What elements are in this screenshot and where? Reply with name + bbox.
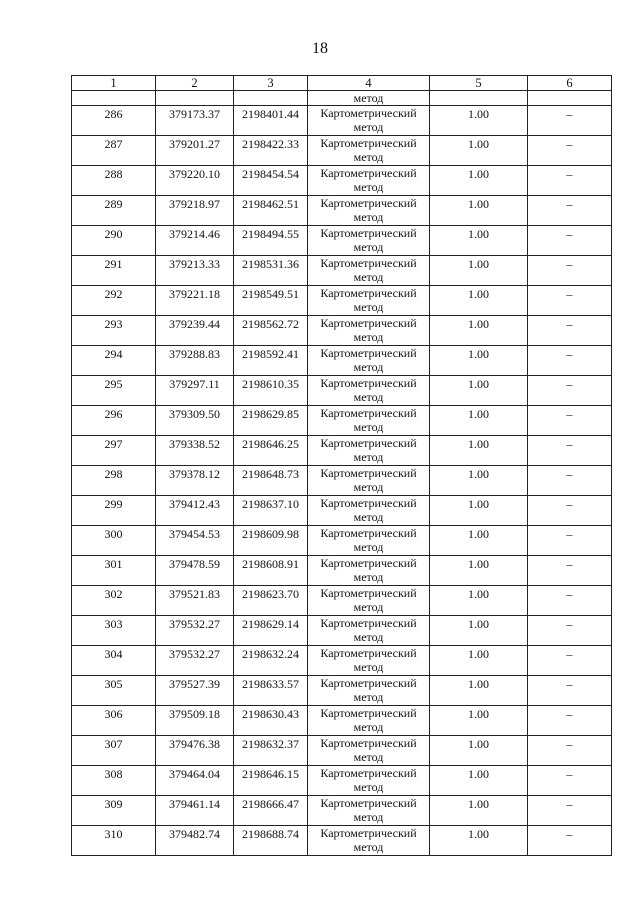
note-cell: – <box>528 826 612 856</box>
point-number-cell: 305 <box>72 676 156 706</box>
method-line-2: метод <box>353 450 384 464</box>
note-cell: – <box>528 406 612 436</box>
y-coordinate-cell: 2198646.15 <box>234 766 308 796</box>
method-line-1: Картометрический <box>320 286 417 300</box>
x-coordinate-cell: 379297.11 <box>156 376 234 406</box>
table-row <box>72 466 612 496</box>
y-coordinate-cell: 2198422.33 <box>234 136 308 166</box>
table-row <box>72 166 612 196</box>
method-cell <box>308 736 430 766</box>
table-row <box>72 376 612 406</box>
note-cell: – <box>528 466 612 496</box>
y-coordinate-cell: 2198648.73 <box>234 466 308 496</box>
y-coordinate-cell: 2198454.54 <box>234 166 308 196</box>
accuracy-cell: 1.00 <box>430 466 528 496</box>
table-row <box>72 256 612 286</box>
method-line-2: метод <box>353 120 384 134</box>
method-line-1: Картометрический <box>320 346 417 360</box>
y-coordinate-cell: 2198646.25 <box>234 436 308 466</box>
method-line-1: Картометрический <box>320 196 417 210</box>
method-cell <box>308 616 430 646</box>
accuracy-cell: 1.00 <box>430 256 528 286</box>
point-number-cell: 287 <box>72 136 156 166</box>
point-number-cell: 306 <box>72 706 156 736</box>
method-line-1: Картометрический <box>320 166 417 180</box>
cell <box>430 91 528 106</box>
note-cell: – <box>528 196 612 226</box>
accuracy-cell: 1.00 <box>430 706 528 736</box>
method-line-2: метод <box>353 360 384 374</box>
accuracy-cell: 1.00 <box>430 196 528 226</box>
method-line-2: метод <box>353 150 384 164</box>
table-row <box>72 226 612 256</box>
method-cell <box>308 136 430 166</box>
method-cell <box>308 436 430 466</box>
x-coordinate-cell: 379482.74 <box>156 826 234 856</box>
method-line-1: Картометрический <box>320 736 417 750</box>
method-line-2: метод <box>353 240 384 254</box>
note-cell: – <box>528 316 612 346</box>
table-row <box>72 526 612 556</box>
method-cell <box>308 106 430 136</box>
x-coordinate-cell: 379454.53 <box>156 526 234 556</box>
y-coordinate-cell: 2198633.57 <box>234 676 308 706</box>
note-cell: – <box>528 556 612 586</box>
method-line-2: метод <box>353 300 384 314</box>
method-cell <box>308 766 430 796</box>
method-cell <box>308 496 430 526</box>
y-coordinate-cell: 2198688.74 <box>234 826 308 856</box>
method-line-1: Картометрический <box>320 586 417 600</box>
method-line-2: метод <box>353 750 384 764</box>
x-coordinate-cell: 379532.27 <box>156 646 234 676</box>
table-row <box>72 316 612 346</box>
note-cell: – <box>528 646 612 676</box>
accuracy-cell: 1.00 <box>430 796 528 826</box>
accuracy-cell: 1.00 <box>430 556 528 586</box>
y-coordinate-cell: 2198666.47 <box>234 796 308 826</box>
y-coordinate-cell: 2198592.41 <box>234 346 308 376</box>
method-cell <box>308 526 430 556</box>
accuracy-cell: 1.00 <box>430 736 528 766</box>
note-cell: – <box>528 136 612 166</box>
note-cell: – <box>528 616 612 646</box>
accuracy-cell: 1.00 <box>430 496 528 526</box>
table-row <box>72 346 612 376</box>
table-row <box>72 106 612 136</box>
point-number-cell: 301 <box>72 556 156 586</box>
cell <box>234 91 308 106</box>
method-line-2: метод <box>353 570 384 584</box>
method-cell <box>308 196 430 226</box>
method-cell <box>308 676 430 706</box>
accuracy-cell: 1.00 <box>430 586 528 616</box>
header-col-2: 2 <box>156 76 234 91</box>
method-line-2: метод <box>353 810 384 824</box>
point-number-cell: 297 <box>72 436 156 466</box>
method-cell <box>308 646 430 676</box>
point-number-cell: 309 <box>72 796 156 826</box>
point-number-cell: 299 <box>72 496 156 526</box>
header-col-6: 6 <box>528 76 612 91</box>
table-row <box>72 436 612 466</box>
cell <box>156 91 234 106</box>
method-line-2: метод <box>353 210 384 224</box>
note-cell: – <box>528 736 612 766</box>
header-col-5: 5 <box>430 76 528 91</box>
accuracy-cell: 1.00 <box>430 136 528 166</box>
method-line-1: Картометрический <box>320 256 417 270</box>
x-coordinate-cell: 379412.43 <box>156 496 234 526</box>
method-cell <box>308 286 430 316</box>
method-cell <box>308 826 430 856</box>
cell <box>528 91 612 106</box>
accuracy-cell: 1.00 <box>430 616 528 646</box>
x-coordinate-cell: 379221.18 <box>156 286 234 316</box>
x-coordinate-cell: 379478.59 <box>156 556 234 586</box>
page-number: 18 <box>312 40 328 57</box>
x-coordinate-cell: 379218.97 <box>156 196 234 226</box>
table-row <box>72 196 612 226</box>
y-coordinate-cell: 2198629.14 <box>234 616 308 646</box>
method-line-2: метод <box>353 630 384 644</box>
x-coordinate-cell: 379214.46 <box>156 226 234 256</box>
note-cell: – <box>528 256 612 286</box>
accuracy-cell: 1.00 <box>430 166 528 196</box>
x-coordinate-cell: 379309.50 <box>156 406 234 436</box>
x-coordinate-cell: 379461.14 <box>156 796 234 826</box>
point-number-cell: 296 <box>72 406 156 436</box>
point-number-cell: 304 <box>72 646 156 676</box>
note-cell: – <box>528 166 612 196</box>
header-col-3: 3 <box>234 76 308 91</box>
method-line-1: Картометрический <box>320 316 417 330</box>
method-line-1: Картометрический <box>320 436 417 450</box>
note-cell: – <box>528 796 612 826</box>
method-cell <box>308 556 430 586</box>
table-header <box>72 76 612 91</box>
y-coordinate-cell: 2198549.51 <box>234 286 308 316</box>
method-line-2: метод <box>353 540 384 554</box>
y-coordinate-cell: 2198629.85 <box>234 406 308 436</box>
method-cell: метод <box>308 91 430 106</box>
x-coordinate-cell: 379476.38 <box>156 736 234 766</box>
note-cell: – <box>528 706 612 736</box>
y-coordinate-cell: 2198562.72 <box>234 316 308 346</box>
point-number-cell: 298 <box>72 466 156 496</box>
method-cell <box>308 226 430 256</box>
note-cell: – <box>528 346 612 376</box>
method-line-1: Картометрический <box>320 376 417 390</box>
method-cell <box>308 316 430 346</box>
method-line-1: Картометрический <box>320 136 417 150</box>
method-line-1: Картометрический <box>320 676 417 690</box>
note-cell: – <box>528 376 612 406</box>
method-line-1: Картометрический <box>320 466 417 480</box>
x-coordinate-cell: 379201.27 <box>156 136 234 166</box>
x-coordinate-cell: 379288.83 <box>156 346 234 376</box>
accuracy-cell: 1.00 <box>430 436 528 466</box>
note-cell: – <box>528 226 612 256</box>
point-number-cell: 289 <box>72 196 156 226</box>
method-line-1: Картометрический <box>320 706 417 720</box>
accuracy-cell: 1.00 <box>430 646 528 676</box>
point-number-cell: 288 <box>72 166 156 196</box>
note-cell: – <box>528 526 612 556</box>
method-line-1: Картометрический <box>320 106 417 120</box>
table-row <box>72 676 612 706</box>
accuracy-cell: 1.00 <box>430 766 528 796</box>
method-line-2: метод <box>353 690 384 704</box>
cell <box>72 91 156 106</box>
method-line-2: метод <box>353 390 384 404</box>
y-coordinate-cell: 2198632.37 <box>234 736 308 766</box>
accuracy-cell: 1.00 <box>430 346 528 376</box>
method-line-2: метод <box>353 510 384 524</box>
note-cell: – <box>528 766 612 796</box>
y-coordinate-cell: 2198637.10 <box>234 496 308 526</box>
y-coordinate-cell: 2198632.24 <box>234 646 308 676</box>
method-cell <box>308 406 430 436</box>
method-cell <box>308 796 430 826</box>
method-cell <box>308 166 430 196</box>
point-number-cell: 310 <box>72 826 156 856</box>
accuracy-cell: 1.00 <box>430 826 528 856</box>
method-line-2: метод <box>353 780 384 794</box>
x-coordinate-cell: 379527.39 <box>156 676 234 706</box>
note-cell: – <box>528 436 612 466</box>
method-cell <box>308 706 430 736</box>
y-coordinate-cell: 2198531.36 <box>234 256 308 286</box>
x-coordinate-cell: 379509.18 <box>156 706 234 736</box>
method-line-2: метод <box>353 480 384 494</box>
method-cell <box>308 376 430 406</box>
header-col-1: 1 <box>72 76 156 91</box>
table-row <box>72 646 612 676</box>
table-row <box>72 736 612 766</box>
accuracy-cell: 1.00 <box>430 376 528 406</box>
accuracy-cell: 1.00 <box>430 226 528 256</box>
header-col-4: 4 <box>308 76 430 91</box>
point-number-cell: 300 <box>72 526 156 556</box>
x-coordinate-cell: 379213.33 <box>156 256 234 286</box>
coordinates-table <box>71 75 612 856</box>
point-number-cell: 307 <box>72 736 156 766</box>
table-row <box>72 826 612 856</box>
method-line-2: метод <box>353 600 384 614</box>
accuracy-cell: 1.00 <box>430 106 528 136</box>
point-number-cell: 292 <box>72 286 156 316</box>
table-row <box>72 556 612 586</box>
method-line-1: Картометрический <box>320 406 417 420</box>
y-coordinate-cell: 2198610.35 <box>234 376 308 406</box>
method-line-1: Картометрический <box>320 796 417 810</box>
x-coordinate-cell: 379173.37 <box>156 106 234 136</box>
method-line-1: Картометрический <box>320 226 417 240</box>
method-line-1: Картометрический <box>320 646 417 660</box>
point-number-cell: 286 <box>72 106 156 136</box>
table-row <box>72 136 612 166</box>
method-line-1: Картометрический <box>320 826 417 840</box>
y-coordinate-cell: 2198494.55 <box>234 226 308 256</box>
method-line-2: метод <box>353 330 384 344</box>
table-row <box>72 706 612 736</box>
y-coordinate-cell: 2198608.91 <box>234 556 308 586</box>
table-row <box>72 496 612 526</box>
point-number-cell: 308 <box>72 766 156 796</box>
x-coordinate-cell: 379532.27 <box>156 616 234 646</box>
continuation-row <box>72 91 612 106</box>
table-row <box>72 406 612 436</box>
x-coordinate-cell: 379239.44 <box>156 316 234 346</box>
method-cell <box>308 346 430 376</box>
method-line-2: метод <box>353 180 384 194</box>
y-coordinate-cell: 2198630.43 <box>234 706 308 736</box>
note-cell: – <box>528 286 612 316</box>
point-number-cell: 294 <box>72 346 156 376</box>
accuracy-cell: 1.00 <box>430 286 528 316</box>
point-number-cell: 295 <box>72 376 156 406</box>
point-number-cell: 291 <box>72 256 156 286</box>
method-line-1: Картометрический <box>320 766 417 780</box>
method-line-2: метод <box>353 270 384 284</box>
method-cell <box>308 256 430 286</box>
note-cell: – <box>528 586 612 616</box>
accuracy-cell: 1.00 <box>430 676 528 706</box>
x-coordinate-cell: 379378.12 <box>156 466 234 496</box>
accuracy-cell: 1.00 <box>430 316 528 346</box>
point-number-cell: 290 <box>72 226 156 256</box>
method-cell <box>308 586 430 616</box>
note-cell: – <box>528 496 612 526</box>
accuracy-cell: 1.00 <box>430 406 528 436</box>
table-row <box>72 616 612 646</box>
note-cell: – <box>528 106 612 136</box>
method-line-2: метод <box>353 720 384 734</box>
y-coordinate-cell: 2198462.51 <box>234 196 308 226</box>
method-line-1: Картометрический <box>320 556 417 570</box>
point-number-cell: 302 <box>72 586 156 616</box>
accuracy-cell: 1.00 <box>430 526 528 556</box>
point-number-cell: 303 <box>72 616 156 646</box>
table-row <box>72 286 612 316</box>
x-coordinate-cell: 379220.10 <box>156 166 234 196</box>
x-coordinate-cell: 379521.83 <box>156 586 234 616</box>
method-line-1: Картометрический <box>320 616 417 630</box>
method-line-2: метод <box>353 660 384 674</box>
note-cell: – <box>528 676 612 706</box>
table-row <box>72 766 612 796</box>
method-line-2: метод <box>353 840 384 854</box>
x-coordinate-cell: 379464.04 <box>156 766 234 796</box>
method-line-1: Картометрический <box>320 526 417 540</box>
method-cell <box>308 466 430 496</box>
table-row <box>72 586 612 616</box>
method-line-2: метод <box>353 420 384 434</box>
y-coordinate-cell: 2198401.44 <box>234 106 308 136</box>
x-coordinate-cell: 379338.52 <box>156 436 234 466</box>
table-row <box>72 796 612 826</box>
y-coordinate-cell: 2198623.70 <box>234 586 308 616</box>
method-line-1: Картометрический <box>320 496 417 510</box>
y-coordinate-cell: 2198609.98 <box>234 526 308 556</box>
point-number-cell: 293 <box>72 316 156 346</box>
